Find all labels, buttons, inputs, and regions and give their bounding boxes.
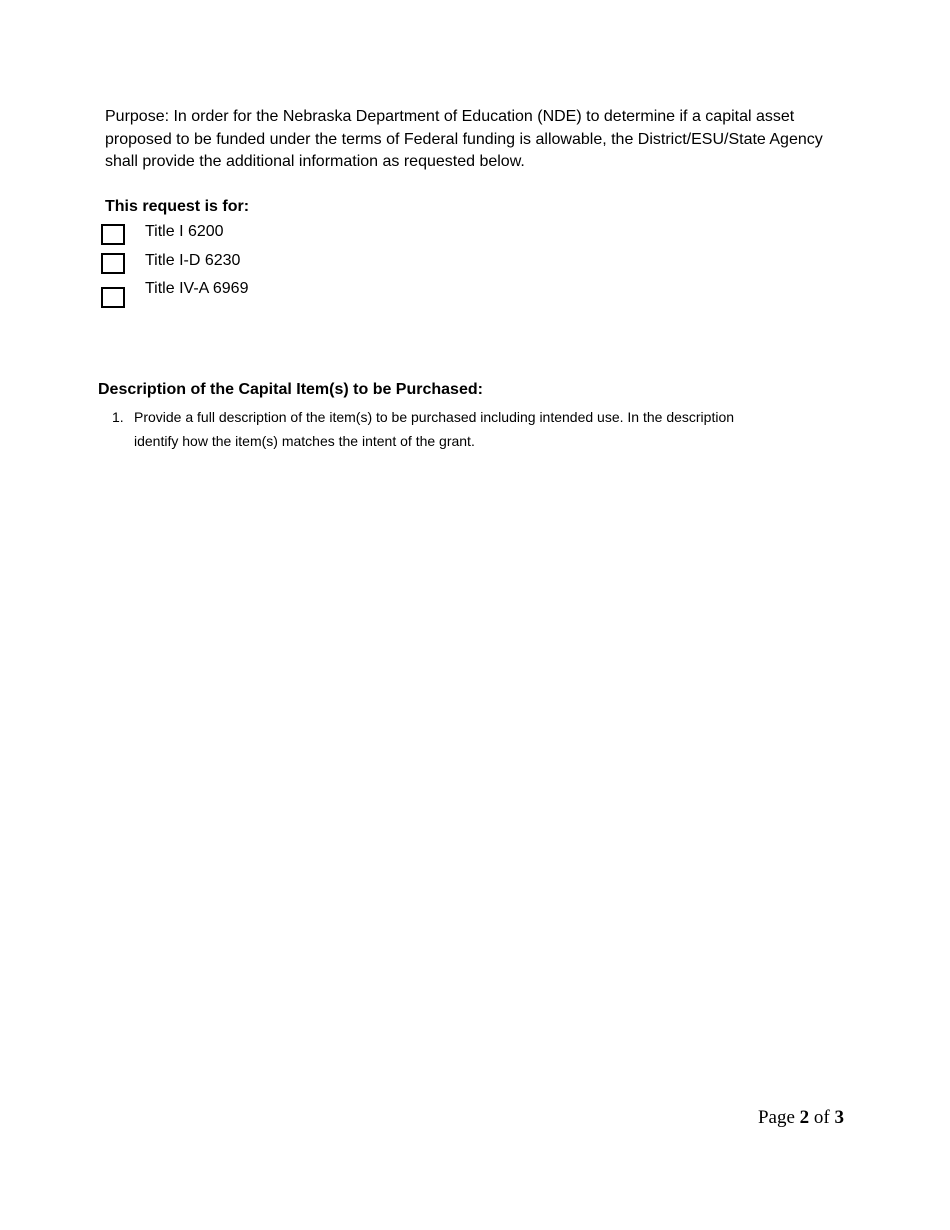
total-pages: 3 bbox=[834, 1107, 844, 1128]
option-title-i-d[interactable] bbox=[101, 251, 241, 275]
checkbox-title-i-d[interactable] bbox=[101, 253, 125, 274]
option-title-iv-a[interactable] bbox=[101, 280, 249, 309]
option-label: Title I 6200 bbox=[145, 223, 224, 240]
of-word: of bbox=[813, 1107, 830, 1128]
list-text: Provide a full description of the item(s) to be purchased including intended use. In the description identify how the item(s) matches the intent of the grant. bbox=[134, 409, 735, 449]
purpose-paragraph: Purpose: In order for the Nebraska Department of Education (NDE) to determine if a capital asset proposed to be funded under the terms of Federal funding is allowable, the District/ESU/State Agency shall provide the additional information as requested below. bbox=[105, 108, 823, 170]
checkbox-title-i[interactable] bbox=[101, 224, 125, 245]
option-title-i[interactable] bbox=[101, 222, 224, 246]
page-number bbox=[758, 1107, 844, 1129]
checkbox-title-iv-a[interactable] bbox=[101, 287, 125, 308]
description-heading: Description of the Capital Item(s) to be Purchased: bbox=[98, 381, 483, 398]
current-page: 2 bbox=[799, 1107, 810, 1128]
option-label: Title IV-A 6969 bbox=[145, 280, 249, 297]
page-word: Page bbox=[757, 1107, 795, 1128]
list-number: 1. bbox=[112, 409, 124, 425]
request-heading: This request is for: bbox=[105, 198, 250, 215]
option-label: Title I-D 6230 bbox=[145, 252, 241, 269]
